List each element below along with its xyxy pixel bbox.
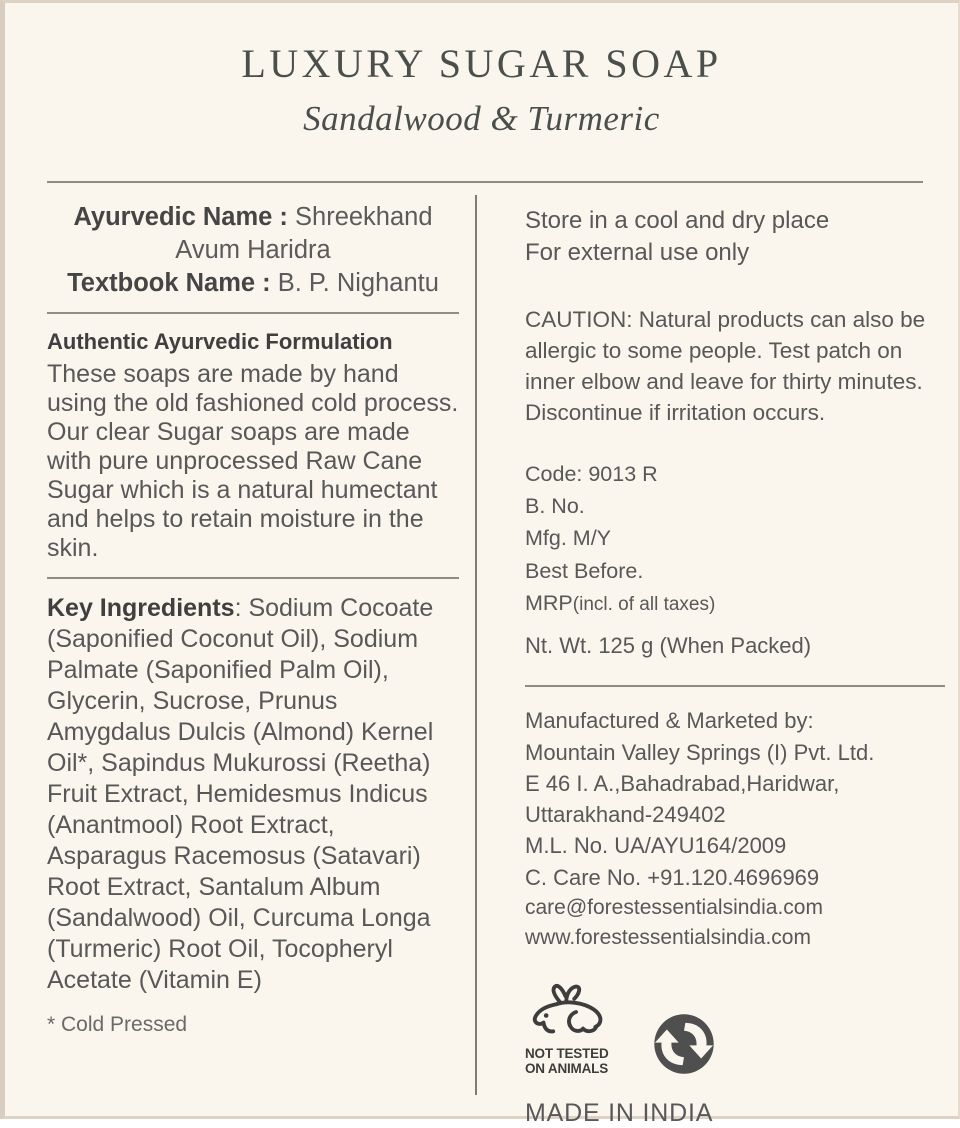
formulation-heading: Authentic Ayurvedic Formulation xyxy=(47,329,393,355)
not-tested-on-animals-logo xyxy=(525,983,613,1077)
left-divider-2 xyxy=(47,577,459,579)
best-before: Best Before. xyxy=(525,558,644,583)
storage-line-1: Store in a cool and dry place xyxy=(525,207,830,234)
net-weight: Nt. Wt. 125 g (When Packed) xyxy=(525,633,812,659)
manufacturer-address-line-2: Uttarakhand-249402 xyxy=(525,802,726,828)
ingredients-block xyxy=(47,593,459,996)
website-url: www.forestessentialsindia.com xyxy=(525,925,811,949)
left-column xyxy=(47,193,467,1037)
batch-details-block xyxy=(525,458,945,620)
label-body xyxy=(5,193,958,1128)
ayurvedic-name-label: Ayurvedic Name : xyxy=(73,203,296,231)
textbook-name-value: B. P. Nighantu xyxy=(277,269,439,298)
ayurvedic-name-row xyxy=(47,201,459,234)
bunny-caption-line-2: ON ANIMALS xyxy=(525,1061,608,1077)
caution-text: CAUTION: Natural products can also be allergic to some people. Test patch on inner elbow and leave for thirty minutes. Discontinue if irritation occurs. xyxy=(525,306,926,425)
storage-line-2: For external use only xyxy=(525,239,750,267)
ingredients-label: Key Ingredients xyxy=(47,593,235,622)
left-divider-1 xyxy=(47,312,459,314)
customer-care-number: C. Care No. +91.120.4696969 xyxy=(525,864,820,890)
product-code: Code: 9013 R xyxy=(525,461,658,486)
header-divider xyxy=(47,181,923,183)
label-header xyxy=(5,3,958,139)
ayurvedic-name-value-line2: Avum Haridra xyxy=(175,236,331,265)
storage-block xyxy=(525,193,945,270)
manufacture-date: Mfg. M/Y xyxy=(525,526,612,551)
bunny-eye-icon xyxy=(544,1013,549,1018)
mrp-tax-note: (incl. of all taxes) xyxy=(572,593,716,615)
manufacturer-address-line-1: E 46 I. A.,Bahadrabad,Haridwar, xyxy=(525,770,840,796)
bunny-caption-line-1: NOT TESTED xyxy=(525,1045,609,1061)
textbook-name-row xyxy=(47,267,459,300)
product-subtitle: Sandalwood & Turmeric xyxy=(303,99,660,138)
right-column xyxy=(525,193,945,1128)
license-number: M.L. No. UA/AYU164/2009 xyxy=(525,833,787,859)
formulation-body: These soaps are made by hand using the old fashioned cold process. Our clear Sugar soaps are made with pure unprocessed Raw Cane Sugar which is a natural humectant and helps to retain moisture in the skin. xyxy=(47,359,459,562)
leaping-bunny-icon xyxy=(525,983,613,1041)
manufacturer-heading: Manufactured & Marketed by: xyxy=(525,708,814,734)
made-in-india-text: MADE IN INDIA xyxy=(525,1098,714,1127)
ayurvedic-name-value: Shreekhand xyxy=(295,203,433,231)
right-divider xyxy=(525,685,945,687)
certification-icons xyxy=(525,983,945,1077)
mrp-row xyxy=(525,587,945,620)
mrp-label: MRP xyxy=(525,590,573,615)
manufacturer-name: Mountain Valley Springs (I) Pvt. Ltd. xyxy=(525,739,875,765)
ingredients-footnote: * Cold Pressed xyxy=(47,1012,188,1036)
customer-care-email: care@forestessentialsindia.com xyxy=(525,895,823,919)
manufacturer-block xyxy=(525,705,945,952)
textbook-name-label: Textbook Name : xyxy=(67,269,278,298)
green-dot-recycle-icon xyxy=(651,1011,717,1077)
page-title: LUXURY SUGAR SOAP xyxy=(241,41,722,86)
ingredients-body: : Sodium Cocoate (Saponified Coconut Oil), Sodium Palmate (Saponified Palm Oil), Glycerin, Sucrose, Prunus Amygdalus Dulcis (Almond) Kernel Oil*, Sapindus Mukurossi (Reetha) Fruit Extract, Hemidesmus Indicus (Anantmool) Root Extract, Asparagus Racemosus (Satavari) Root Extract, Santalum Album (Sandalwood) Oil, Curcuma Longa (Turmeric) Root Oil, Tocopheryl Acetate (Vitamin E) xyxy=(47,593,434,994)
batch-number: B. No. xyxy=(525,494,585,519)
ayurvedic-name-block xyxy=(47,193,459,306)
